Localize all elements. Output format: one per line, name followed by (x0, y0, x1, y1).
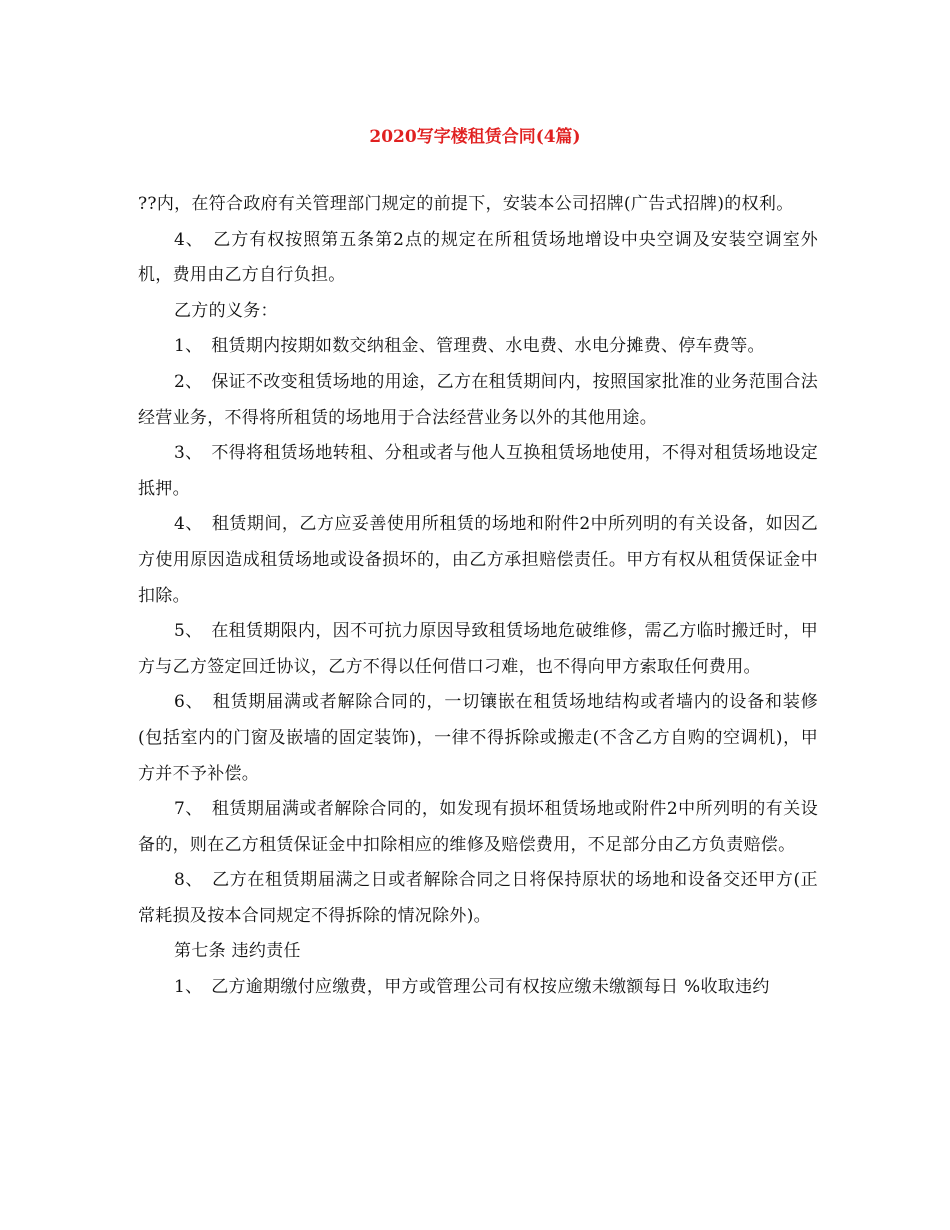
document-title: 2020写字楼租赁合同(4篇) (369, 127, 581, 147)
paragraph: 4、 乙方有权按照第五条第2点的规定在所租赁场地增设中央空调及安装空调室外机，费用由乙方自行负担。 (138, 229, 818, 286)
paragraph: 3、 不得将租赁场地转租、分租或者与他人互换租赁场地使用，不得对租赁场地设定抵押。 (138, 443, 818, 499)
paragraph: 乙方的义务： (174, 300, 278, 321)
paragraph: 8、 乙方在租赁期届满之日或者解除合同之日将保持原状的场地和设备交还甲方(正常耗损及按本合同规定不得拆除的情况除外)。 (138, 870, 818, 926)
paragraph: 6、 租赁期届满或者解除合同的，一切镶嵌在租赁场地结构或者墙内的设备和装修(包括室内的门窗及嵌墙的固定装饰)，一律不得拆除或搬走(不含乙方自购的空调机)，甲方并不予补偿。 (138, 692, 818, 784)
paragraph: 2、 保证不改变租赁场地的用途，乙方在租赁期间内，按照国家批准的业务范围合法经营业务，不得将所租赁的场地用于合法经营业务以外的其他用途。 (138, 371, 818, 428)
paragraph: 5、 在租赁期限内，因不可抗力原因导致租赁场地危破维修，需乙方临时搬迁时，甲方与乙方签定回迁协议，乙方不得以任何借口刁难，也不得向甲方索取任何费用。 (138, 621, 818, 677)
paragraph: 4、 租赁期间，乙方应妥善使用所租赁的场地和附件2中所列明的有关设备，如因乙方使用原因造成租赁场地或设备损坏的，由乙方承担赔偿责任。甲方有权从租赁保证金中扣除。 (138, 514, 818, 606)
section-heading: 第七条 违约责任 (174, 941, 301, 962)
document-body (138, 187, 818, 1006)
paragraph: 7、 租赁期届满或者解除合同的，如发现有损坏租赁场地或附件2中所列明的有关设备的，则在乙方租赁保证金中扣除相应的维修及赔偿费用，不足部分由乙方负责赔偿。 (138, 799, 818, 855)
paragraph: 1、 乙方逾期缴付应缴费，甲方或管理公司有权按应缴未缴额每日 %收取违约 (174, 977, 770, 998)
paragraph: ??内，在符合政府有关管理部门规定的前提下，安装本公司招牌(广告式招牌)的权利。 (138, 194, 794, 214)
paragraph: 1、 租赁期内按期如数交纳租金、管理费、水电费、水电分摊费、停车费等。 (174, 336, 765, 357)
